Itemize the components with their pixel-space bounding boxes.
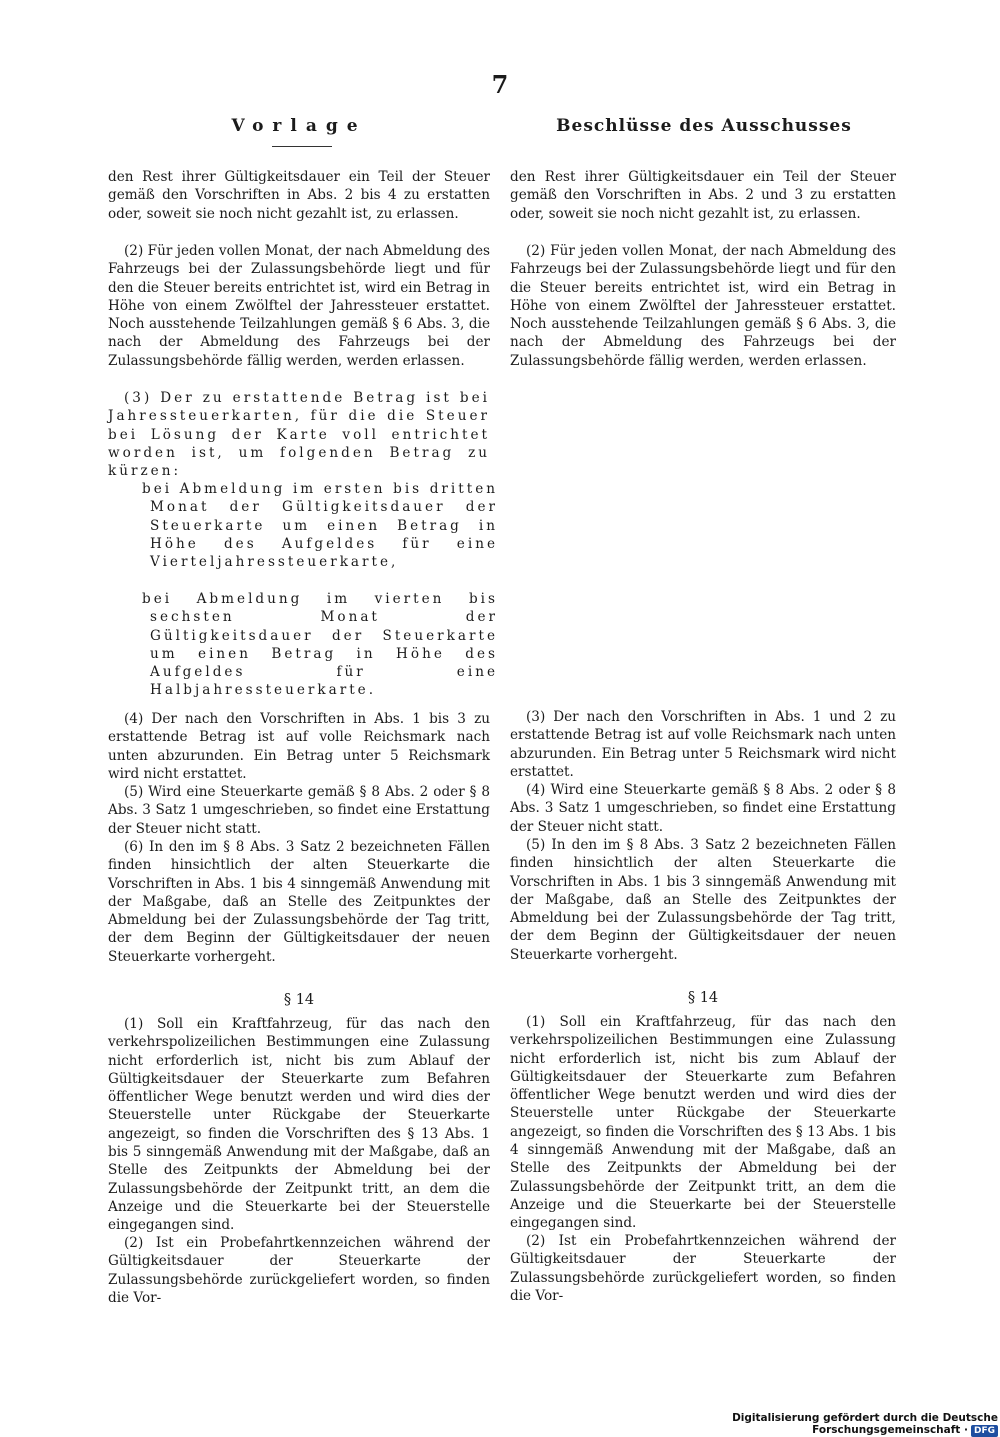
left-paragraph-5: (5) Wird eine Steuerkarte gemäß § 8 Abs. 2 oder § 8 Abs. 3 Satz 1 umgeschrieben, so findet eine Erstattung der Steuer nicht statt. [108,784,490,837]
left-paragraph-2: (2) Für jeden vollen Monat, der nach Abmeldung des Fahrzeugs bei der Zulassungsbehörde liegt und für den die Steuer bereits entrichtet ist, wird ein Betrag in Höhe von einem Zwölftel der Jahressteuer erstattet. Noch ausstehende Teilzahlungen gemäß § 6 Abs. 3, die nach der Abmeldung des Fahrzeugs bei der Zulassungsbehörde fällig werden, werden erlassen. [108,243,490,369]
heading-rule [272,146,332,147]
right-paragraph-3: (3) Der nach den Vorschriften in Abs. 1 und 2 zu erstattende Betrag ist auf volle Reichsmark nach unten abzurunden. Ein Betrag unter 5 Reichsmark wird nicht erstattet. [510,709,896,780]
left-paragraph-4: (4) Der nach den Vorschriften in Abs. 1 bis 3 zu erstattende Betrag ist auf volle Reichsmark nach unten abzurunden. Ein Betrag unter 5 Reichsmark wird nicht erstattet. [108,711,490,782]
left-section-14-paragraph-1: (1) Soll ein Kraftfahrzeug, für das nach den verkehrspolizeilichen Bestimmungen eine Zulassung nicht erforderlich ist, nicht bis zum Ablauf der Gültigkeitsdauer der Steuerkarte zum Befahren öffentlicher Wege benutzt werden und wird dies der Steuerstelle unter Rückgabe der Steuerkarte angezeigt, so finden die Vorschriften des § 13 Abs. 1 bis 5 sinngemäß Anwendung mit der Maßgabe, daß an Stelle des Zeitpunkts der Abmeldung bei der Zulassungsbehörde der Zeitpunkt tritt, an dem die Anzeige und die Steuerkarte bei der Steuerstelle eingegangen sind. [108,1016,490,1234]
right-section-14-paragraph-2: (2) Ist ein Probefahrtkennzeichen während der Gültigkeitsdauer der Steuerkarte der Zulassungsbehörde zurückgeliefert worden, so finden die Vor- [510,1233,896,1304]
right-paragraph-5: (5) In den im § 8 Abs. 3 Satz 2 bezeichneten Fällen finden hinsichtlich der alten Steuerkarte die Vorschriften in Abs. 1 bis 3 sinngemäß Anwendung mit der Maßgabe, daß an Stelle des Zeitpunktes der Abmeldung bei der Zulassungsbehörde der Tag tritt, der dem Beginn der Gültigkeitsdauer der neuen Steuerkarte vorhergeht. [510,837,896,963]
digitization-footer [608,1412,998,1437]
page-number: 7 [491,70,509,99]
left-section-14-paragraph-2: (2) Ist ein Probefahrtkennzeichen während der Gültigkeitsdauer der Steuerkarte der Zulassungsbehörde zurückgeliefert worden, so finden die Vor- [108,1235,490,1306]
left-paragraph-6: (6) In den im § 8 Abs. 3 Satz 2 bezeichneten Fällen finden hinsichtlich der alten Steuerkarte die Vorschriften in Abs. 1 bis 4 sinngemäß Anwendung mit der Maßgabe, daß an Stelle des Zeitpunktes der Abmeldung bei der Zulassungsbehörde der Tag tritt, der dem Beginn der Gültigkeitsdauer der neuen Steuerkarte vorhergeht. [108,839,490,965]
left-paragraph-3: (3) Der zu erstattende Betrag ist bei Jahressteuerkarten, für die die Steuer bei Lösung der Karte voll entrichtet worden ist, um folgenden Betrag zu kürzen: [108,390,490,480]
footer-text: Digitalisierung gefördert durch die Deutsche Forschungsgemeinschaft · [732,1412,998,1436]
dfg-logo-icon: DFG [971,1425,998,1437]
right-section-14-paragraph-1: (1) Soll ein Kraftfahrzeug, für das nach den verkehrspolizeilichen Bestimmungen eine Zulassung nicht erforderlich ist, nicht bis zum Ablauf der Gültigkeitsdauer der Steuerkarte zum Befahren öffentlicher Wege benutzt werden und wird dies der Steuerstelle unter Rückgabe der Steuerkarte angezeigt, so finden die Vorschriften des § 13 Abs. 1 bis 4 sinngemäß Anwendung mit der Maßgabe, daß an Stelle des Zeitpunkts der Abmeldung bei der Zulassungsbehörde der Zeitpunkt tritt, an dem die Anzeige und die Steuerkarte bei der Steuerstelle eingegangen sind. [510,1014,896,1232]
right-paragraph-2: (2) Für jeden vollen Monat, der nach Abmeldung des Fahrzeugs bei der Zulassungsbehörde liegt und für den die Steuer bereits entrichtet ist, wird ein Betrag in Höhe von einem Zwölftel der Jahressteuer erstattet. Noch ausstehende Teilzahlungen gemäß § 6 Abs. 3, die nach der Abmeldung des Fahrzeugs bei der Zulassungsbehörde fällig werden, werden erlassen. [510,243,896,369]
right-paragraph-continuation: den Rest ihrer Gültigkeitsdauer ein Teil der Steuer gemäß den Vorschriften in Abs. 2 und 3 zu erstatten oder, soweit sie noch nicht gezahlt ist, zu erlassen. [510,169,896,222]
left-section-14: § 14 [283,992,315,1008]
left-paragraph-continuation: den Rest ihrer Gültigkeitsdauer ein Teil der Steuer gemäß den Vorschriften in Abs. 2 bis 4 zu erstatten oder, soweit sie noch nicht gezahlt ist, zu erlassen. [108,169,490,222]
heading-vorlage: Vorlage [231,116,367,136]
right-section-14: § 14 [687,990,719,1006]
right-paragraph-4: (4) Wird eine Steuerkarte gemäß § 8 Abs. 2 oder § 8 Abs. 3 Satz 1 umgeschrieben, so findet eine Erstattung der Steuer nicht statt. [510,782,896,835]
left-paragraph-3-item-1: bei Abmeldung im ersten bis dritten Monat der Gültigkeitsdauer der Steuerkarte um einen Betrag in Höhe des Aufgeldes für eine Vierteljahressteuerkarte, [142,481,498,571]
heading-beschluesse: Beschlüsse des Ausschusses [556,116,852,136]
left-paragraph-3-item-2: bei Abmeldung im vierten bis sechsten Monat der Gültigkeitsdauer der Steuerkarte um einen Betrag in Höhe des Aufgeldes für eine Halbjahressteuerkarte. [142,591,498,699]
